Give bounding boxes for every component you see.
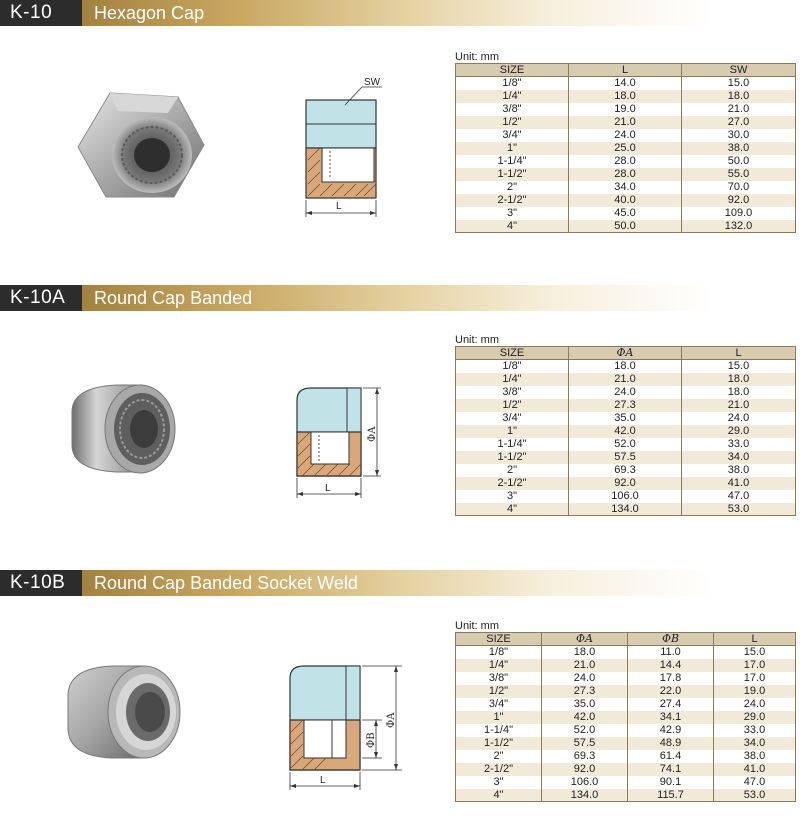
table-cell: 28.0 [569,168,682,181]
table-cell: 90.1 [628,776,714,789]
table-cell: 2" [456,464,569,477]
table-cell: 1" [456,425,569,438]
table-cell: 24.0 [682,412,796,425]
round-cap-socket-weld-drawing [278,658,408,793]
table-cell: 27.0 [682,116,796,129]
table-cell: 48.9 [628,737,714,750]
column-header: SW [682,64,796,77]
table-cell: 15.0 [682,77,796,90]
table-cell: 42.9 [628,724,714,737]
table-cell: 1-1/4" [456,724,542,737]
section-k10a [0,285,800,555]
column-header: ΦA [569,347,682,360]
spec-table-k10a [455,346,796,516]
table-row [456,373,796,386]
table-cell: 2-1/2" [456,763,542,776]
table-cell: 41.0 [714,763,796,776]
table-cell: 2-1/2" [456,194,569,207]
table-cell: 4" [456,789,542,802]
table-cell: 1/4" [456,373,569,386]
product-title: Round Cap Banded [82,285,800,311]
table-row [456,724,796,737]
table-cell: 4" [456,220,569,233]
table-row [456,646,796,659]
table-cell: 27.4 [628,698,714,711]
table-cell: 106.0 [542,776,628,789]
table-cell: 33.0 [682,438,796,451]
table-row [456,412,796,425]
table-cell: 17.0 [714,659,796,672]
table-row [456,207,796,220]
table-cell: 92.0 [682,194,796,207]
round-cap-socket-weld-photo [60,658,185,766]
table-cell: 34.0 [714,737,796,750]
table-cell: 1/8" [456,646,542,659]
table-cell: 3/4" [456,412,569,425]
table-cell: 34.1 [628,711,714,724]
table-cell: 4" [456,503,569,516]
table-row [456,685,796,698]
table-row [456,503,796,516]
table-cell: 50.0 [569,220,682,233]
table-cell: 14.0 [569,77,682,90]
column-header: SIZE [456,633,542,646]
table-row [456,659,796,672]
table-cell: 3/8" [456,103,569,116]
table-cell: 50.0 [682,155,796,168]
section-k10 [0,0,800,270]
section-banner [0,570,800,596]
table-cell: 19.0 [714,685,796,698]
table-row [456,672,796,685]
dimension-l-label: L [336,201,342,212]
table-cell: 52.0 [542,724,628,737]
section-banner [0,0,800,26]
table-cell: 35.0 [542,698,628,711]
dimension-b-label: ΦB [366,732,377,748]
table-cell: 24.0 [714,698,796,711]
table-cell: 1/2" [456,685,542,698]
table-cell: 57.5 [542,737,628,750]
product-code: K-10B [0,570,82,596]
table-cell: 1" [456,142,569,155]
table-cell: 24.0 [542,672,628,685]
table-row [456,763,796,776]
table-cell: 30.0 [682,129,796,142]
hexagon-cap-drawing [290,75,400,225]
table-cell: 1-1/2" [456,451,569,464]
table-row [456,438,796,451]
table-cell: 29.0 [682,425,796,438]
table-row [456,129,796,142]
section-banner [0,285,800,311]
table-cell: 35.0 [569,412,682,425]
table-cell: 55.0 [682,168,796,181]
table-cell: 29.0 [714,711,796,724]
table-row [456,116,796,129]
table-cell: 134.0 [542,789,628,802]
table-row [456,451,796,464]
table-cell: 11.0 [628,646,714,659]
table-cell: 134.0 [569,503,682,516]
table-cell: 38.0 [682,464,796,477]
dimension-a-label: ΦA [386,712,397,728]
table-cell: 21.0 [569,116,682,129]
table-cell: 53.0 [682,503,796,516]
table-cell: 18.0 [682,90,796,103]
table-row [456,168,796,181]
table-header-row [456,633,796,646]
table-cell: 1-1/4" [456,155,569,168]
unit-label: Unit: mm [455,334,499,346]
table-cell: 57.5 [569,451,682,464]
column-header: ΦB [628,633,714,646]
table-cell: 74.1 [628,763,714,776]
table-row [456,789,796,802]
table-row [456,776,796,789]
table-cell: 42.0 [569,425,682,438]
table-cell: 21.0 [682,399,796,412]
table-cell: 69.3 [542,750,628,763]
column-header: ΦA [542,633,628,646]
table-cell: 1-1/2" [456,737,542,750]
table-cell: 2" [456,750,542,763]
table-row [456,181,796,194]
table-row [456,711,796,724]
dimension-l-label: L [325,483,331,494]
table-cell: 3/4" [456,698,542,711]
unit-label: Unit: mm [455,51,499,63]
product-code: K-10A [0,285,82,311]
table-row [456,194,796,207]
table-row [456,425,796,438]
table-cell: 47.0 [682,490,796,503]
table-cell: 40.0 [569,194,682,207]
table-cell: 19.0 [569,103,682,116]
table-row [456,750,796,763]
table-cell: 1/8" [456,77,569,90]
table-cell: 38.0 [682,142,796,155]
dimension-l-label: L [320,775,326,786]
unit-label: Unit: mm [455,620,499,632]
table-cell: 18.0 [569,90,682,103]
spec-table-k10 [455,63,796,233]
table-row [456,142,796,155]
table-cell: 1" [456,711,542,724]
column-header: L [714,633,796,646]
table-cell: 25.0 [569,142,682,155]
table-cell: 17.8 [628,672,714,685]
table-cell: 3/8" [456,672,542,685]
table-cell: 27.3 [569,399,682,412]
table-cell: 2" [456,181,569,194]
table-row [456,490,796,503]
table-cell: 1/8" [456,360,569,373]
product-title: Round Cap Banded Socket Weld [82,570,800,596]
dimension-a-label: ΦA [367,426,378,442]
table-cell: 27.3 [542,685,628,698]
column-header: SIZE [456,64,569,77]
table-cell: 1-1/4" [456,438,569,451]
table-header-row [456,64,796,77]
table-cell: 22.0 [628,685,714,698]
round-cap-banded-drawing [285,380,395,505]
table-row [456,360,796,373]
column-header: SIZE [456,347,569,360]
table-cell: 47.0 [714,776,796,789]
table-cell: 3/8" [456,386,569,399]
column-header: L [569,64,682,77]
table-row [456,220,796,233]
table-cell: 1/2" [456,116,569,129]
table-cell: 21.0 [542,659,628,672]
table-cell: 3" [456,776,542,789]
table-cell: 18.0 [542,646,628,659]
table-cell: 24.0 [569,386,682,399]
table-cell: 92.0 [542,763,628,776]
table-cell: 115.7 [628,789,714,802]
table-cell: 1-1/2" [456,168,569,181]
product-title: Hexagon Cap [82,0,800,26]
table-row [456,477,796,490]
section-k10b [0,570,800,822]
dimension-sw-label: SW [364,77,381,88]
table-cell: 15.0 [714,646,796,659]
table-row [456,103,796,116]
table-cell: 34.0 [682,451,796,464]
round-cap-banded-photo [62,377,182,482]
table-cell: 3" [456,207,569,220]
table-cell: 41.0 [682,477,796,490]
table-cell: 18.0 [682,373,796,386]
table-row [456,399,796,412]
table-cell: 15.0 [682,360,796,373]
table-row [456,464,796,477]
table-cell: 61.4 [628,750,714,763]
product-code: K-10 [0,0,82,26]
table-cell: 3/4" [456,129,569,142]
spec-table-k10b [455,632,796,802]
table-cell: 34.0 [569,181,682,194]
table-row [456,737,796,750]
table-cell: 38.0 [714,750,796,763]
table-cell: 69.3 [569,464,682,477]
table-cell: 53.0 [714,789,796,802]
table-cell: 1/4" [456,90,569,103]
table-cell: 24.0 [569,129,682,142]
table-cell: 17.0 [714,672,796,685]
table-cell: 2-1/2" [456,477,569,490]
table-cell: 92.0 [569,477,682,490]
table-cell: 42.0 [542,711,628,724]
table-cell: 70.0 [682,181,796,194]
table-row [456,698,796,711]
table-cell: 18.0 [569,360,682,373]
column-header: L [682,347,796,360]
hexagon-cap-photo [70,85,210,210]
table-row [456,155,796,168]
table-cell: 109.0 [682,207,796,220]
table-cell: 21.0 [682,103,796,116]
table-cell: 28.0 [569,155,682,168]
table-row [456,386,796,399]
table-cell: 33.0 [714,724,796,737]
table-cell: 132.0 [682,220,796,233]
table-cell: 52.0 [569,438,682,451]
table-cell: 106.0 [569,490,682,503]
table-cell: 21.0 [569,373,682,386]
table-cell: 3" [456,490,569,503]
table-cell: 1/2" [456,399,569,412]
table-row [456,90,796,103]
table-cell: 1/4" [456,659,542,672]
table-header-row [456,347,796,360]
table-cell: 45.0 [569,207,682,220]
table-row [456,77,796,90]
table-cell: 14.4 [628,659,714,672]
table-cell: 18.0 [682,386,796,399]
